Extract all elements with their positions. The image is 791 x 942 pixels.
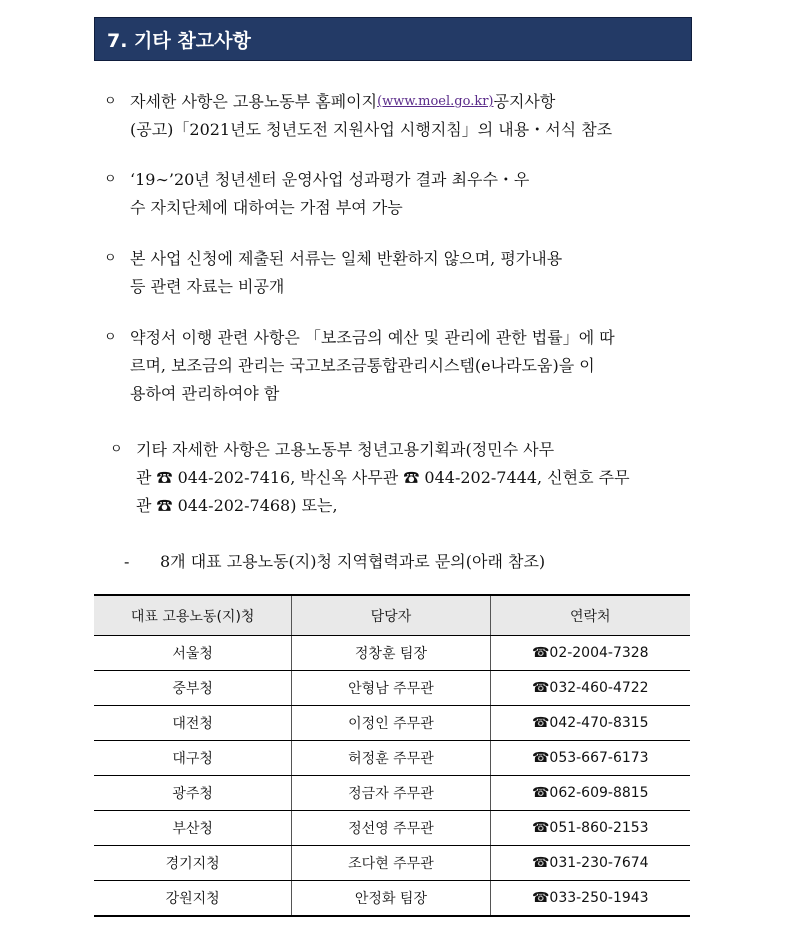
item-text: 약정서 이행 관련 사항은 「보조금의 예산 및 관리에 관한 법률」에 따 — [130, 328, 615, 347]
office-cell: 광주청 — [94, 776, 292, 811]
phone-cell: ☎051-860-2153 — [490, 811, 690, 846]
item-text: 공지사항 — [493, 92, 556, 111]
column-header-office: 대표 고용노동(지)청 — [94, 595, 292, 636]
notice-item-4 — [104, 324, 694, 408]
contact-person-cell: 정창훈 팀장 — [292, 636, 490, 671]
section-header — [94, 17, 692, 61]
office-cell: 서울청 — [94, 636, 292, 671]
office-cell: 대전청 — [94, 706, 292, 741]
phone-cell: ☎032-460-4722 — [490, 671, 690, 706]
moel-homepage-link[interactable]: (www.moel.go.kr) — [377, 94, 494, 109]
table-header-row — [94, 595, 690, 636]
office-cell: 강원지청 — [94, 881, 292, 917]
bullet-icon: ㅇ — [110, 442, 123, 457]
column-header-contact-person: 담당자 — [292, 595, 490, 636]
bullet-icon: ㅇ — [104, 172, 117, 187]
item-text: 자세한 사항은 고용노동부 홈페이지 — [130, 92, 378, 111]
contact-person-cell: 허정훈 주무관 — [292, 741, 490, 776]
item-text: 기타 자세한 사항은 고용노동부 청년고용기획과(정민수 사무 — [136, 440, 555, 459]
contact-person-cell: 조다현 주무관 — [292, 846, 490, 881]
table-row — [94, 706, 690, 741]
contact-person-cell: 안정화 팀장 — [292, 881, 490, 917]
bullet-icon: ㅇ — [104, 251, 117, 266]
item-text: 관 ☎ 044-202-7468) 또는, — [136, 496, 338, 515]
bullet-icon: ㅇ — [104, 330, 117, 345]
section-title: 7. 기타 참고사항 — [107, 29, 251, 52]
item-text: 용하여 관리하여야 함 — [130, 384, 280, 403]
item-text: (공고)「2021년도 청년도전 지원사업 시행지침」의 내용・서식 참조 — [130, 120, 613, 139]
contact-person-cell: 정선영 주무관 — [292, 811, 490, 846]
notice-item-1 — [104, 88, 694, 144]
table-row — [94, 741, 690, 776]
notice-item-2 — [104, 166, 694, 222]
table-row — [94, 776, 690, 811]
dash-marker: - — [124, 552, 130, 571]
phone-cell: ☎053-667-6173 — [490, 741, 690, 776]
contact-person-cell: 안형남 주무관 — [292, 671, 490, 706]
item-text: 수 자치단체에 대하여는 가점 부여 가능 — [130, 198, 403, 217]
table-row — [94, 881, 690, 917]
office-cell: 대구청 — [94, 741, 292, 776]
contacts-table — [94, 594, 690, 917]
office-cell: 중부청 — [94, 671, 292, 706]
sub-item-text: 8개 대표 고용노동(지)청 지역협력과로 문의(아래 참조) — [160, 552, 546, 571]
item-text: ‘19∼’20년 청년센터 운영사업 성과평가 결과 최우수・우 — [130, 170, 530, 189]
phone-cell: ☎02-2004-7328 — [490, 636, 690, 671]
phone-cell: ☎033-250-1943 — [490, 881, 690, 917]
contact-person-cell: 정금자 주무관 — [292, 776, 490, 811]
sub-item — [124, 548, 684, 576]
column-header-phone: 연락처 — [490, 595, 690, 636]
item-text: 등 관련 자료는 비공개 — [130, 277, 285, 296]
phone-cell: ☎062-609-8815 — [490, 776, 690, 811]
notice-item-3 — [104, 245, 694, 301]
item-text: 르며, 보조금의 관리는 국고보조금통합관리시스템(e나라도움)을 이 — [130, 356, 595, 375]
table-row — [94, 846, 690, 881]
table-row — [94, 811, 690, 846]
phone-cell: ☎031-230-7674 — [490, 846, 690, 881]
office-cell: 경기지청 — [94, 846, 292, 881]
table-row — [94, 636, 690, 671]
office-cell: 부산청 — [94, 811, 292, 846]
bullet-icon: ㅇ — [104, 94, 117, 109]
table-row — [94, 671, 690, 706]
phone-cell: ☎042-470-8315 — [490, 706, 690, 741]
contact-person-cell: 이정인 주무관 — [292, 706, 490, 741]
item-text: 본 사업 신청에 제출된 서류는 일체 반환하지 않으며, 평가내용 — [130, 249, 563, 268]
notice-item-5 — [110, 436, 694, 520]
item-text: 관 ☎ 044-202-7416, 박신옥 사무관 ☎ 044-202-7444, 신현호 주무 — [136, 468, 630, 487]
